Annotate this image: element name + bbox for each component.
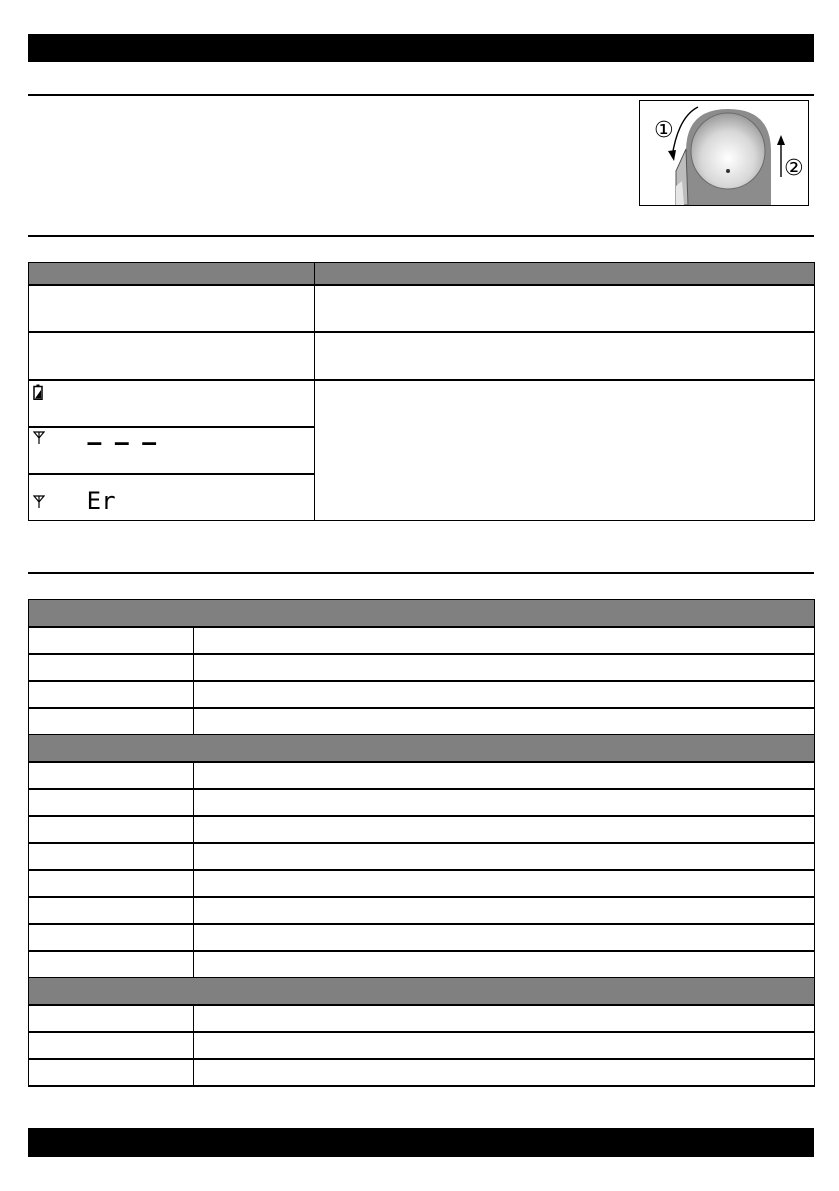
section-rule-1	[28, 94, 814, 96]
lcd-dashes-text: – – –	[86, 425, 159, 457]
spec-value	[194, 924, 815, 951]
spec-value	[194, 762, 815, 789]
spec-value	[194, 843, 815, 870]
specifications-table	[28, 599, 815, 1087]
step-1-label: ①	[654, 118, 674, 143]
spec-label	[29, 762, 194, 789]
spec-label	[29, 1032, 194, 1059]
spec-value	[194, 1059, 815, 1086]
spec-value	[194, 681, 815, 708]
spec-label	[29, 1005, 194, 1032]
table-header-description	[315, 263, 815, 285]
spec-group-2-title	[29, 735, 815, 762]
antenna-icon	[33, 431, 45, 445]
spec-value	[194, 1032, 815, 1059]
spec-label	[29, 627, 194, 654]
table-row-battery	[29, 380, 315, 427]
spec-label	[29, 1059, 194, 1086]
spec-label	[29, 924, 194, 951]
battery-low-icon	[33, 384, 43, 400]
spec-value	[194, 897, 815, 924]
table-row-3-description	[315, 380, 815, 521]
spec-value	[194, 789, 815, 816]
spec-label	[29, 870, 194, 897]
display-symbols-table	[28, 262, 815, 521]
spec-label	[29, 843, 194, 870]
rain-funnel-illustration	[640, 101, 808, 205]
spec-label	[29, 789, 194, 816]
table-header-symbol	[29, 263, 315, 285]
spec-value	[194, 951, 815, 978]
spec-value	[194, 870, 815, 897]
antenna-icon	[33, 495, 45, 509]
spec-group-3-title	[29, 978, 815, 1005]
table-row-1-symbol	[29, 285, 315, 332]
step-2-label: ②	[784, 156, 804, 181]
spec-value	[194, 627, 815, 654]
spec-group-1-title	[29, 600, 815, 627]
funnel-figure	[639, 100, 809, 206]
spec-value	[194, 654, 815, 681]
table-row-signal-dashes	[29, 427, 315, 474]
section-rule-3	[28, 572, 814, 574]
spec-value	[194, 816, 815, 843]
spec-label	[29, 951, 194, 978]
table-row-2-symbol	[29, 332, 315, 380]
table-row-1-description	[315, 285, 815, 332]
spec-label	[29, 708, 194, 735]
page-footer-bar	[28, 1128, 814, 1157]
section-rule-2	[28, 235, 814, 237]
table-row-2-description	[315, 332, 815, 380]
spec-label	[29, 897, 194, 924]
table-row-signal-error	[29, 474, 315, 521]
spec-label	[29, 816, 194, 843]
spec-value	[194, 708, 815, 735]
spec-value	[194, 1005, 815, 1032]
spec-label	[29, 681, 194, 708]
page-header-bar	[28, 34, 814, 62]
lcd-error-text: Er	[86, 486, 116, 515]
spec-label	[29, 654, 194, 681]
